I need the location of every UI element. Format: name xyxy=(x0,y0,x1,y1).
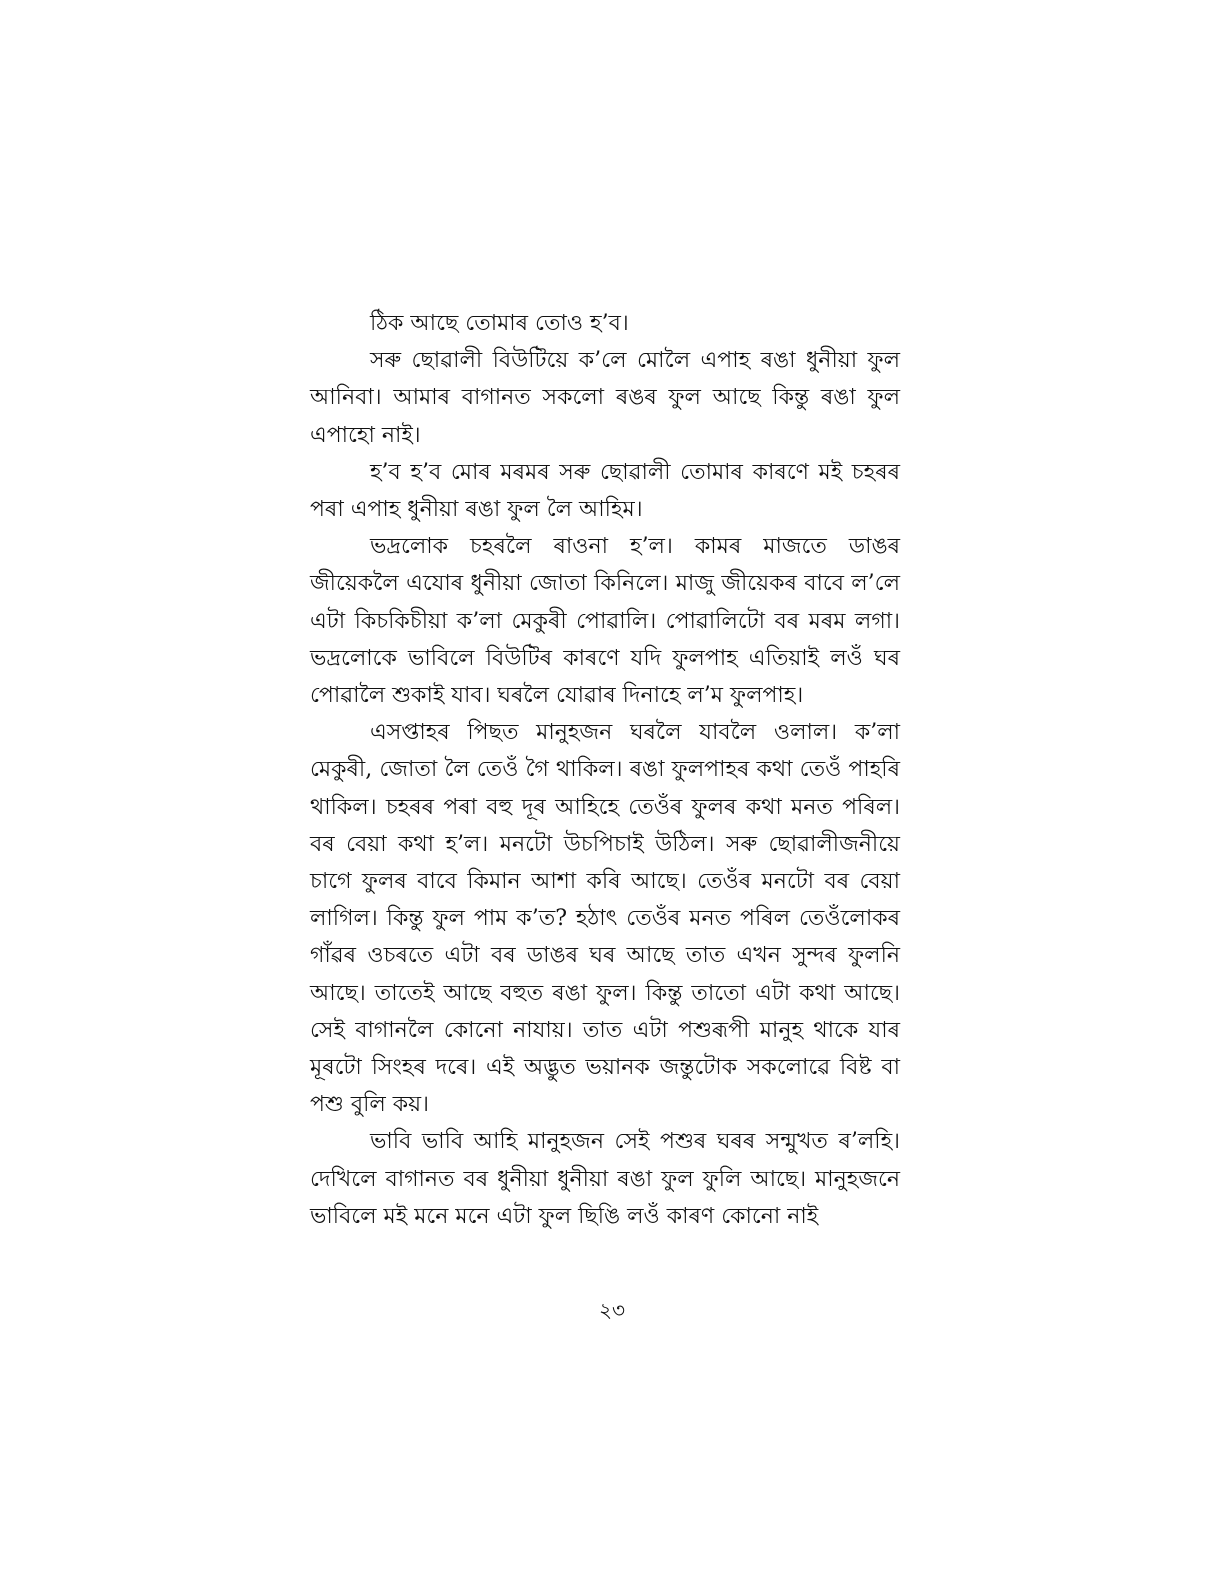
page-number: ২৩ xyxy=(598,1298,625,1322)
paragraph: হ’ব হ’ব মোৰ মৰমৰ সৰু ছোৱালী তোমাৰ কাৰণে মই চহৰৰ পৰা এপাহ ধুনীয়া ৰঙা ফুল লৈ আহিম। xyxy=(310,459,900,523)
paragraph: ভাবি ভাবি আহি মানুহজন সেই পশুৰ ঘৰৰ সন্মুখত ৰ’লহি। দেখিলে বাগানত বৰ ধুনীয়া ধুনীয়া ৰঙা ফুল ফুলি আছে। মানুহজনে ভাবিলে মই মনে মনে এটা ফুল ছিঙি লওঁ কাৰণ কোনো নাই xyxy=(310,1129,900,1229)
paragraph: এসপ্তাহৰ পিছত মানুহজন ঘৰলৈ যাবলৈ ওলাল। ক’লা মেকুৰী, জোতা লৈ তেওঁ গৈ থাকিল। ৰঙা ফুলপাহৰ কথা তেওঁ পাহৰি থাকিল। চহৰৰ পৰা বহু দূৰ আহিহে তেওঁৰ ফুলৰ কথা মনত পৰিল। বৰ বেয়া কথা হ’ল। মনটো উচপিচাই উঠিল। সৰু ছোৱালীজনীয়ে চাগে ফুলৰ বাবে কিমান আশা কৰি আছে। তেওঁৰ মনটো বৰ বেয়া লাগিল। কিন্তু ফুল পাম ক’ত? হঠাৎ তেওঁৰ মনত পৰিল তেওঁলোকৰ গাঁৱৰ ওচৰতে এটা বৰ ডাঙৰ ঘৰ আছে তাত এখন সুন্দৰ ফুলনি আছে। তাতেই আছে বহুত ৰঙা ফুল। কিন্তু তাতো এটা কথা আছে। সেই বাগানলৈ কোনো নাযায়। তাত এটা পশুৰূপী মানুহ থাকে যাৰ মূৰটো সিংহৰ দৰে। এই অদ্ভুত ভয়ানক জন্তুটোক সকলোৱে বিষ্ট বা পশু বুলি কয়। xyxy=(310,720,900,1118)
paragraph: ভদ্ৰলোক চহৰলৈ ৰাওনা হ’ল। কামৰ মাজতে ডাঙৰ জীয়েকলৈ এযোৰ ধুনীয়া জোতা কিনিলে। মাজু জীয়েকৰ বাবে ল’লে এটা কিচকিচীয়া ক’লা মেকুৰী পোৱালি। পোৱালিটো বৰ মৰম লগা। ভদ্ৰলোকে ভাবিলে বিউটিৰ কাৰণে যদি ফুলপাহ এতিয়াই লওঁ ঘৰ পোৱালৈ শুকাই যাব। ঘৰলৈ যোৱাৰ দিনাহে ল’ম ফুলপাহ। xyxy=(310,534,900,709)
paragraph: ঠিক আছে তোমাৰ তোও হ’ব। xyxy=(370,311,629,336)
body-text xyxy=(310,305,900,1235)
paragraph: সৰু ছোৱালী বিউটিয়ে ক’লে মোলৈ এপাহ ৰঙা ধুনীয়া ফুল আনিবা। আমাৰ বাগানত সকলো ৰঙৰ ফুল আছে কিন্তু ৰঙা ফুল এপাহো নাই। xyxy=(310,348,900,448)
